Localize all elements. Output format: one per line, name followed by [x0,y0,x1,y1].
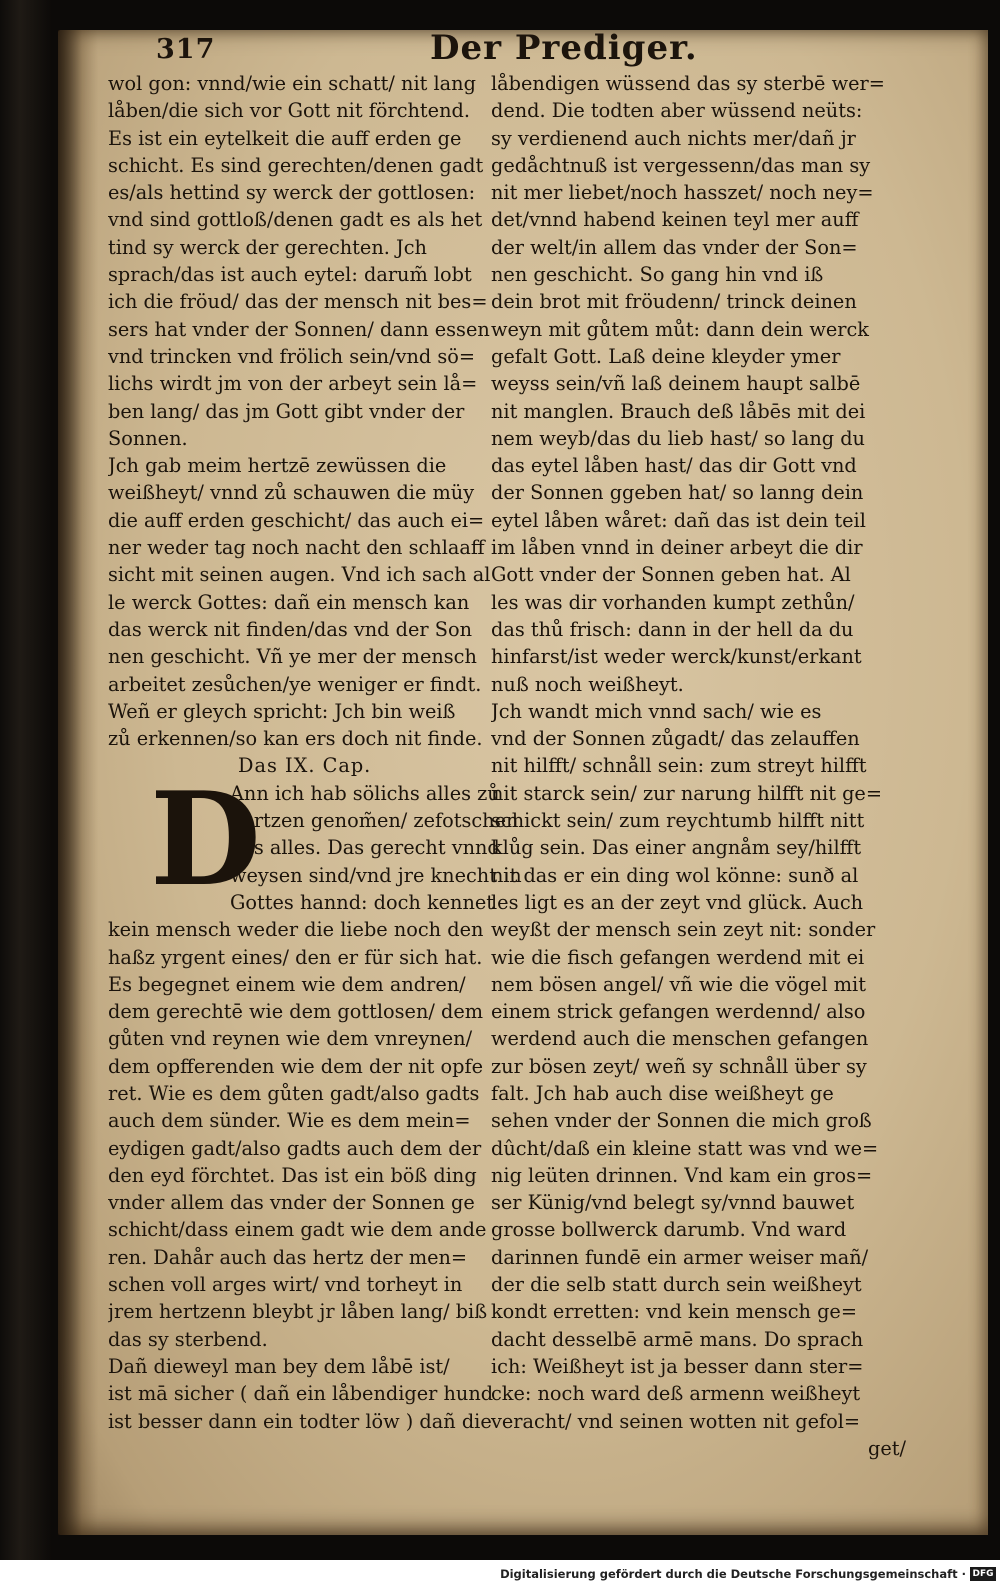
text-line: weyn mit gůtem můt: dann dein werck [491,317,869,341]
text-line: gůten vnd reynen wie dem vnreynen/ [108,1027,473,1051]
text-line: sprach/das ist auch eytel: darum̃ lobt [108,263,472,287]
digitization-footer [0,1560,1000,1588]
text-line: Jch gab meim hertzē zewüssen die [108,454,447,478]
text-line: sehen vnder der Sonnen die mich groß [491,1109,872,1133]
text-line: tind sy werck der gerechten. Jch [108,235,427,259]
text-line: schickt sein/ zum reychtumb hilfft nitt [491,809,865,833]
text-line: Gott vnder der Sonnen geben hat. Al [491,563,851,587]
text-line: dem opfferenden wie dem der nit opfe [108,1054,484,1078]
text-line: nit manglen. Brauch deß låbēs mit dei [491,399,866,423]
text-line: Ann ich hab sölichs alles zů [230,781,500,805]
text-line: det/vnnd habend keinen teyl mer auff [491,208,859,232]
text-line: sers hat vnder der Sonnen/ dann essen [108,317,490,341]
right-text-column [491,70,916,1462]
text-line: ben lang/ das jm Gott gibt vnder der [108,399,465,423]
text-line: vnd trincken vnd frölich sein/vnd sö= [108,344,476,368]
text-line: ren. Dahår auch das hertz der men= [108,1245,468,1269]
text-line: veracht/ vnd seinen wotten nit gefol= [491,1409,861,1433]
text-line: les was dir vorhanden kumpt zethůn/ [491,590,855,614]
text-line: einem strick gefangen werdennd/ also [491,1000,866,1024]
text-line: der Sonnen ggeben hat/ so lanng dein [491,481,864,505]
text-line: dacht desselbē armē mans. Do sprach [491,1327,864,1351]
text-line: darinnen fundē ein armer weiser mañ/ [491,1245,869,1269]
text-line: nit starck sein/ zur narung hilfft nit ge= [491,781,883,805]
text-line: eydigen gadt/also gadts auch dem der [108,1136,482,1160]
text-line: weysen sind/vnd jre knecht in [230,863,522,887]
text-line: arbeitet zesůchen/ye weniger er findt. [108,672,482,696]
text-line: dend. Die todten aber wüssend neüts: [491,99,863,123]
chapter-heading: Das IX. Cap. [238,754,372,778]
text-line: auch dem sünder. Wie es dem mein= [108,1109,471,1133]
footer-credit-text: Digitalisierung gefördert durch die Deutsche Forschungsgemeinschaft · [500,1567,966,1581]
text-line: eytel låben wåret: dañ das ist dein teil [491,508,866,532]
text-line: gedåchtnuß ist vergessenn/das man sy [491,153,871,177]
text-line: nit hilfft/ schnåll sein: zum streyt hilfft [491,754,867,778]
text-line: sy verdienend auch nichts mer/dañ jr [491,126,856,150]
text-line: das werck nit finden/das vnd der Son [108,617,472,641]
text-line: dem gerechtē wie dem gottlosen/ dem [108,1000,484,1024]
dfg-logo: DFG [970,1567,996,1581]
text-line: ich: Weißheyt ist ja besser dann ster= [491,1354,864,1378]
text-line: ner weder tag noch nacht den schlaaff [108,536,485,560]
text-line: schen voll arges wirt/ vnd torheyt in [108,1273,463,1297]
text-line: sicht mit seinen augen. Vnd ich sach al [108,563,491,587]
text-line: Dañ dieweyl man bey dem låbē ist/ [108,1354,450,1378]
text-line: hertzen genom̃en/ zefotschen [230,809,519,833]
text-line: das alles. Das gerecht vnnd [230,836,500,860]
text-line: Sonnen. [108,426,188,450]
text-line: Gottes hannd: doch kennet [230,890,495,914]
text-line: im låben vnnd in deiner arbeyt die dir [491,536,863,560]
text-line: ist besser dann ein todter löw ) dañ die [108,1409,492,1433]
text-line: wol gon: vnnd/wie ein schatt/ nit lang [108,72,476,95]
text-line: lichs wirdt jm von der arbeyt sein lå= [108,372,478,396]
text-line: cke: noch ward deß armenn weißheyt [491,1382,861,1406]
text-line: nen geschicht. Vñ ye mer der mensch [108,645,477,669]
text-line: weißheyt/ vnnd zů schauwen die müy [108,481,475,505]
text-line: nit das er ein ding wol könne: sunð al [491,863,859,887]
text-line: nuß noch weißheyt. [491,672,684,696]
text-line: gefalt Gott. Laß deine kleyder ymer [491,344,841,368]
text-line: låbendigen wüssend das sy sterbē wer= [491,72,885,95]
text-line: get/ [868,1436,906,1460]
text-line: dûcht/daß ein kleine statt was vnd we= [491,1136,879,1160]
text-line: ich die fröud/ das der mensch nit bes= [108,290,488,314]
text-line: schicht/dass einem gadt wie dem ande [108,1218,487,1242]
text-line: weyßt der mensch sein zeyt nit: sonder [491,918,876,942]
text-line: ser Künig/vnd belegt sy/vnnd bauwet [491,1191,855,1215]
text-line: nit mer liebet/noch hasszet/ noch ney= [491,181,874,205]
text-line: klůg sein. Das einer angnåm sey/hilfft [491,836,862,860]
text-line: wie die fisch gefangen werdend mit ei [491,945,865,969]
text-line: vnder allem das vnder der Sonnen ge [108,1191,475,1215]
text-line: Es begegnet einem wie dem andren/ [108,972,466,996]
text-line: ist mā sicher ( dañ ein låbendiger hund [108,1382,494,1406]
text-line: schicht. Es sind gerechten/denen gadt [108,153,484,177]
text-line: das sy sterbend. [108,1327,268,1351]
right-lines [491,70,916,1462]
drop-cap-letter: D [150,764,261,915]
text-line: grosse bollwerck darumb. Vnd ward [491,1218,847,1242]
text-line: kein mensch weder die liebe noch den [108,918,484,942]
text-line: nem weyb/das du lieb hast/ so lang du [491,426,865,450]
running-head: Der Prediger. [430,28,698,68]
text-line: ret. Wie es dem gůten gadt/also gadts [108,1081,480,1105]
text-line: le werck Gottes: dañ ein mensch kan [108,590,470,614]
text-line: nig leüten drinnen. Vnd kam ein gros= [491,1163,873,1187]
page-gutter-shadow [58,30,98,1535]
text-line: weyss sein/vñ laß deinem haupt salbē [491,372,861,396]
text-line: jrem hertzenn bleybt jr låben lang/ biß [108,1300,488,1324]
text-line: Jch wandt mich vnnd sach/ wie es [491,699,822,723]
text-line: les ligt es an der zeyt vnd glück. Auch [491,890,864,914]
text-line: den eyd förchtet. Das ist ein böß ding [108,1163,477,1187]
text-line: kondt erretten: vnd kein mensch ge= [491,1300,857,1324]
text-line: haßz yrgent eines/ den er für sich hat. [108,945,483,969]
text-line: dein brot mit fröudenn/ trinck deinen [491,290,857,314]
text-line: das eytel låben hast/ das dir Gott vnd [491,454,857,478]
text-line: die auff erden geschicht/ das auch ei= [108,508,485,532]
text-line: låben/die sich vor Gott nit förchtend. [108,99,470,123]
text-line: hinfarst/ist weder werck/kunst/erkant [491,645,862,669]
text-line: vnd der Sonnen zůgadt/ das zelauffen [491,727,860,751]
page-number: 317 [156,34,216,65]
text-line: vnd sind gottloß/denen gadt es als het [108,208,483,232]
text-line: nem bösen angel/ vñ wie die vögel mit [491,972,866,996]
text-line: zů erkennen/so kan ers doch nit finde. [108,727,483,751]
text-line: das thů frisch: dann in der hell da du [491,617,854,641]
text-line: Es ist ein eytelkeit die auff erden ge [108,126,462,150]
text-line: der die selb statt durch sein weißheyt [491,1273,862,1297]
text-line: werdend auch die menschen gefangen [491,1027,869,1051]
text-line: falt. Jch hab auch dise weißheyt ge [491,1081,834,1105]
text-line: es/als hettind sy werck der gottlosen: [108,181,476,205]
text-line: Weñ er gleych spricht: Jch bin weiß [108,699,456,723]
text-line: nen geschicht. So gang hin vnd iß [491,263,824,287]
text-line: der welt/in allem das vnder der Son= [491,235,858,259]
text-line: zur bösen zeyt/ weñ sy schnåll über sy [491,1054,867,1078]
